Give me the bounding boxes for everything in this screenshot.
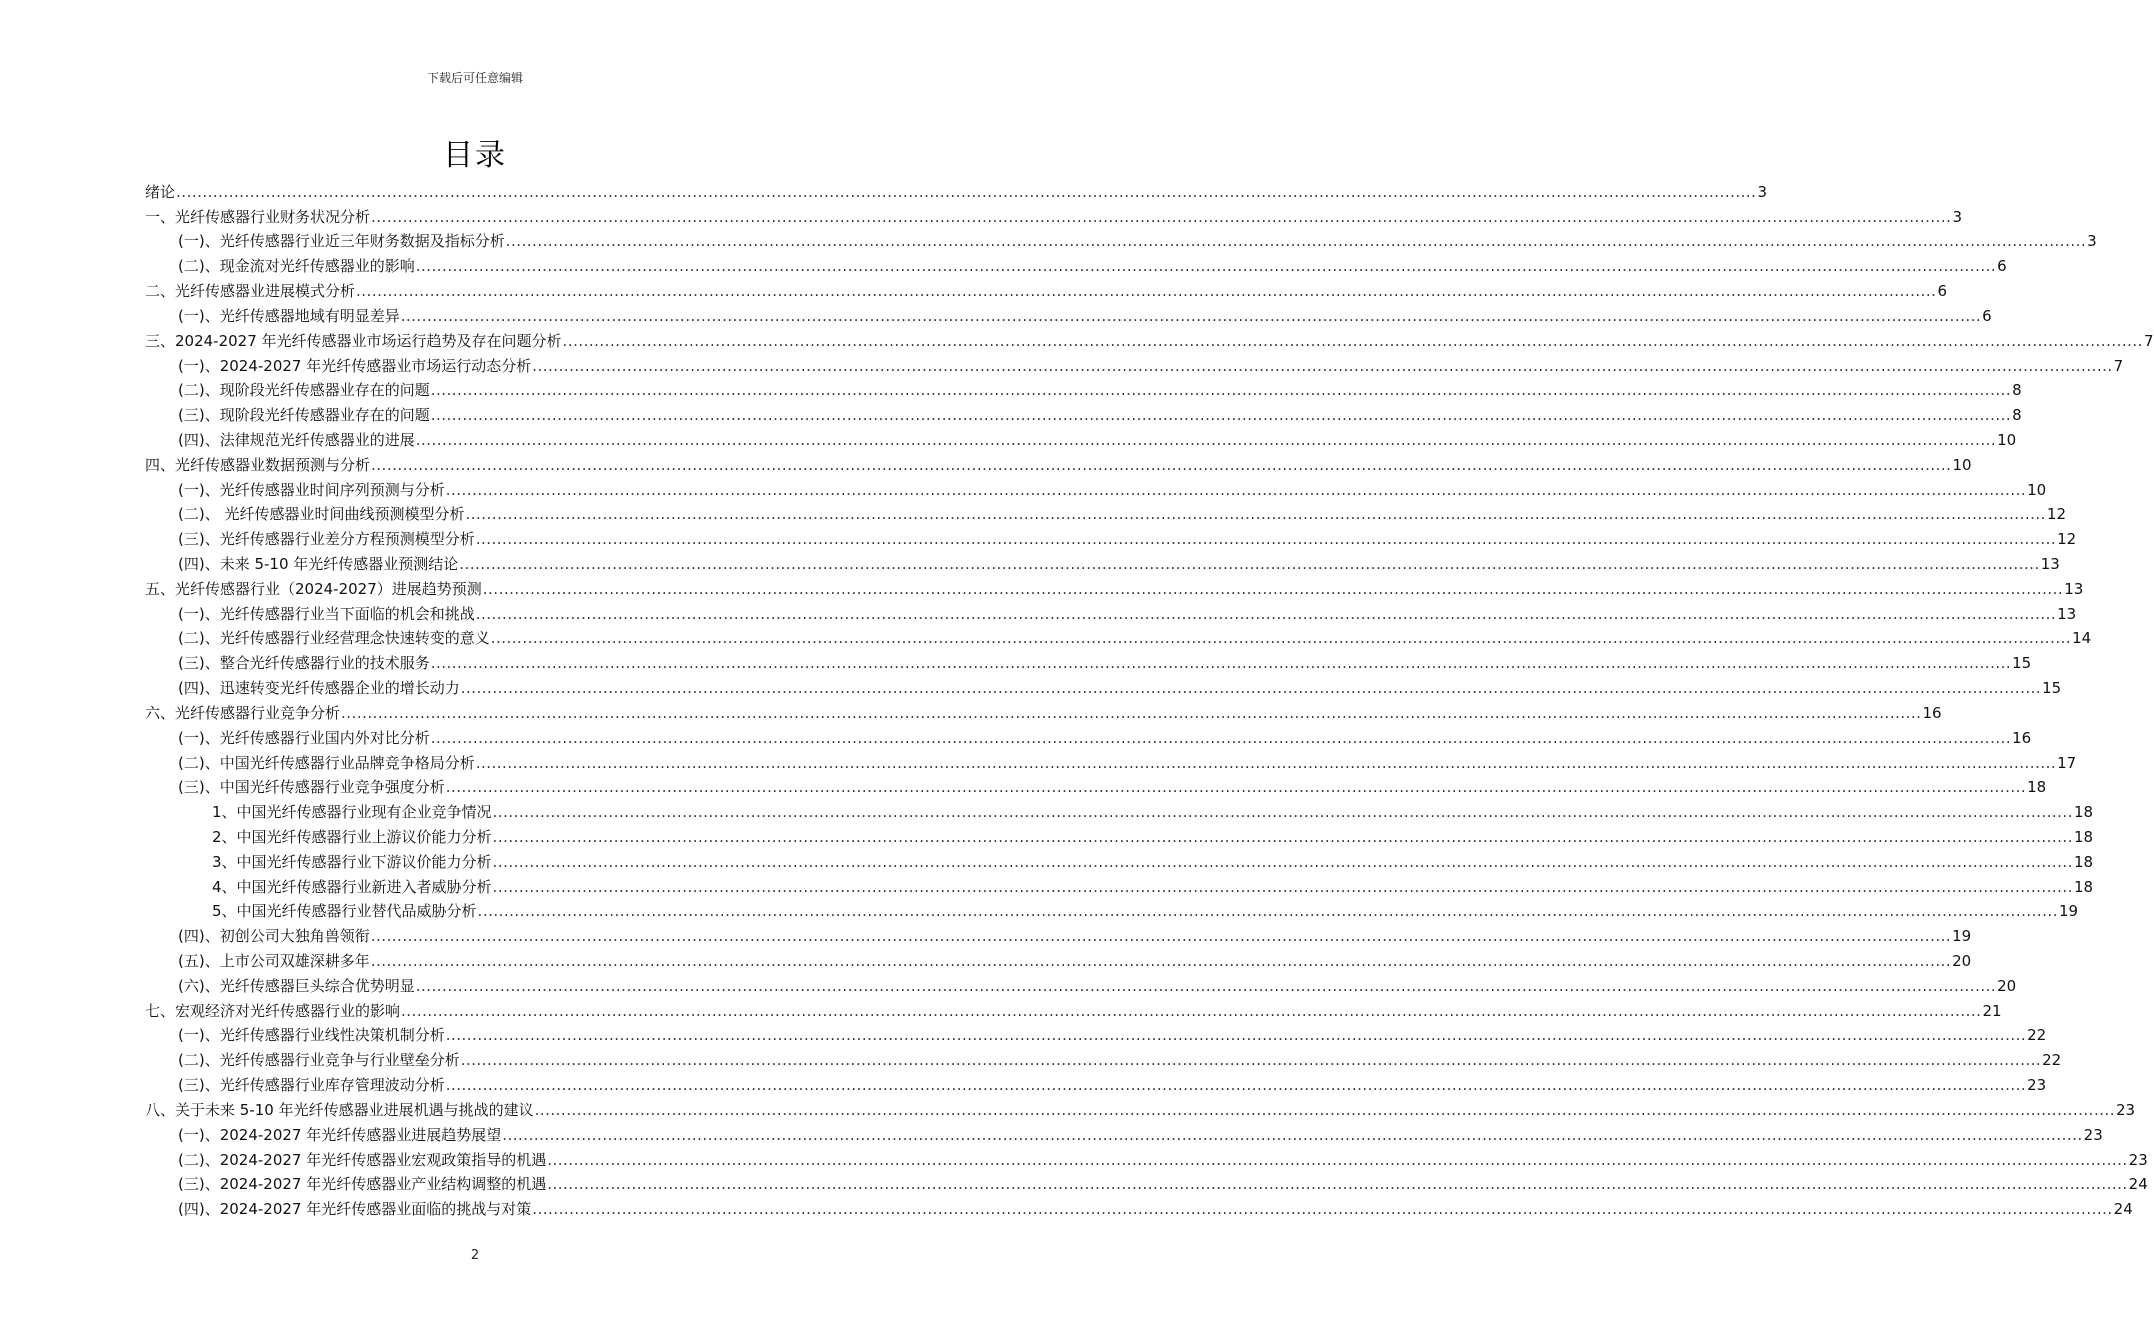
toc-entry-label: (五)、上市公司双雄深耕多年 xyxy=(178,952,370,970)
toc-entry[interactable] xyxy=(145,301,1992,326)
toc-entry-label: 绪论 xyxy=(145,182,176,201)
toc-entry-label: (一)、2024-2027 年光纤传感器业市场运行动态分析 xyxy=(178,356,532,375)
table-of-contents xyxy=(145,177,2154,1219)
toc-dot-leader: ............................................................................................................................................................................................................................................................................................................ xyxy=(502,1125,2083,1144)
toc-entry-page: 12 xyxy=(2046,505,2066,524)
toc-entry[interactable] xyxy=(145,872,2094,897)
toc-entry[interactable] xyxy=(145,624,2092,649)
toc-entry-page: 23 xyxy=(2128,1150,2148,1169)
toc-entry-label: (三)、整合光纤传感器行业的技术服务 xyxy=(178,654,430,673)
toc-entry-page: 16 xyxy=(2012,728,2032,747)
toc-entry[interactable] xyxy=(145,351,2124,376)
toc-dot-leader: ............................................................................................................................................................................................................................................................................................................ xyxy=(415,257,1997,276)
toc-dot-leader: ............................................................................................................................................................................................................................................................................................................ xyxy=(562,331,2143,350)
toc-dot-leader: ............................................................................................................................................................................................................................................................................................................ xyxy=(492,852,2073,871)
toc-entry-page: 8 xyxy=(2012,406,2022,425)
toc-entry[interactable] xyxy=(145,549,2060,574)
toc-dot-leader: ............................................................................................................................................................................................................................................................................................................ xyxy=(465,505,2046,524)
toc-dot-leader: ............................................................................................................................................................................................................................................................................................................ xyxy=(371,455,1952,474)
toc-entry-label: 五、光纤传感器行业（2024-2027）进展趋势预测 xyxy=(145,579,482,598)
toc-entry[interactable] xyxy=(145,450,1972,475)
toc-entry[interactable] xyxy=(145,648,2032,673)
toc-dot-leader: ............................................................................................................................................................................................................................................................................................................ xyxy=(475,753,2057,772)
toc-dot-leader: ............................................................................................................................................................................................................................................................................................................ xyxy=(341,703,1922,722)
toc-entry-page: 21 xyxy=(1982,1001,2002,1020)
toc-entry-page: 12 xyxy=(2057,530,2077,549)
toc-entry-page: 18 xyxy=(2073,852,2094,871)
toc-entry-label: (一)、2024-2027 年光纤传感器业进展趋势展望 xyxy=(178,1125,502,1144)
toc-dot-leader: ............................................................................................................................................................................................................................................................................................................ xyxy=(547,1175,2128,1194)
toc-dot-leader: ............................................................................................................................................................................................................................................................................................................ xyxy=(532,1200,2113,1219)
toc-dot-leader: ............................................................................................................................................................................................................................................................................................................ xyxy=(490,629,2072,648)
toc-entry-label: (四)、初创公司大独角兽领衔 xyxy=(178,927,370,946)
toc-dot-leader: ............................................................................................................................................................................................................................................................................................................ xyxy=(400,306,1982,325)
toc-entry[interactable] xyxy=(145,475,2047,500)
toc-entry-page: 18 xyxy=(2027,778,2047,797)
toc-entry[interactable] xyxy=(145,1145,2148,1170)
toc-entry[interactable] xyxy=(145,1070,2047,1095)
toc-dot-leader: ............................................................................................................................................................................................................................................................................................................ xyxy=(475,604,2057,623)
toc-entry[interactable] xyxy=(145,326,2154,351)
toc-dot-leader: ............................................................................................................................................................................................................................................................................................................ xyxy=(547,1150,2128,1169)
toc-entry[interactable] xyxy=(145,276,1947,301)
toc-dot-leader: ............................................................................................................................................................................................................................................................................................................ xyxy=(505,232,2087,251)
toc-dot-leader: ............................................................................................................................................................................................................................................................................................................ xyxy=(401,1001,1982,1020)
toc-entry-page: 20 xyxy=(1952,952,1972,970)
toc-dot-leader: ............................................................................................................................................................................................................................................................................................................ xyxy=(534,1100,2116,1119)
toc-entry-page: 7 xyxy=(2113,356,2124,375)
toc-dot-leader: ............................................................................................................................................................................................................................................................................................................ xyxy=(492,877,2073,896)
toc-entry-label: 二、光纤传感器业进展模式分析 xyxy=(145,282,356,301)
toc-dot-leader: ............................................................................................................................................................................................................................................................................................................ xyxy=(460,679,2042,698)
toc-dot-leader: ............................................................................................................................................................................................................................................................................................................ xyxy=(475,530,2057,549)
toc-entry[interactable] xyxy=(145,698,1942,723)
toc-entry[interactable] xyxy=(145,921,1972,946)
toc-entry-page: 10 xyxy=(1952,455,1972,474)
toc-entry[interactable] xyxy=(145,376,2022,401)
toc-dot-leader: ............................................................................................................................................................................................................................................................................................................ xyxy=(445,1076,2027,1095)
toc-entry-page: 24 xyxy=(2113,1200,2133,1219)
toc-entry-label: (六)、光纤传感器巨头综合优势明显 xyxy=(178,976,415,995)
toc-entry-label: (三)、光纤传感器行业差分方程预测模型分析 xyxy=(178,530,475,549)
toc-entry-label: 八、关于未来 5-10 年光纤传感器业进展机遇与挑战的建议 xyxy=(145,1100,534,1119)
toc-entry[interactable] xyxy=(145,797,2094,822)
toc-dot-leader: ............................................................................................................................................................................................................................................................................................................ xyxy=(492,803,2073,822)
toc-entry-label: (二)、光纤传感器行业经营理念快速转变的意义 xyxy=(178,629,490,648)
toc-entry-label: (四)、迅速转变光纤传感器企业的增长动力 xyxy=(178,679,460,698)
toc-entry-label: 六、光纤传感器行业竞争分析 xyxy=(145,703,341,722)
toc-entry-label: 5、中国光纤传感器行业替代品威胁分析 xyxy=(212,902,477,921)
toc-entry-page: 13 xyxy=(2057,604,2077,623)
toc-dot-leader: ............................................................................................................................................................................................................................................................................................................ xyxy=(415,976,1997,995)
toc-entry-page: 13 xyxy=(2064,579,2084,598)
toc-entry[interactable] xyxy=(145,773,2047,798)
toc-entry-page: 19 xyxy=(2058,902,2079,921)
toc-entry[interactable] xyxy=(145,177,1767,202)
toc-entry-page: 23 xyxy=(2083,1125,2103,1144)
toc-entry[interactable] xyxy=(145,996,2002,1021)
toc-entry-page: 15 xyxy=(2042,679,2062,698)
toc-entry-page: 18 xyxy=(2073,803,2094,822)
toc-entry-page: 3 xyxy=(2087,232,2097,251)
toc-entry-page: 23 xyxy=(2116,1100,2136,1119)
toc-entry-label: 三、2024-2027 年光纤传感器业市场运行趋势及存在问题分析 xyxy=(145,331,562,350)
toc-entry-page: 13 xyxy=(2040,555,2060,573)
toc-dot-leader: ............................................................................................................................................................................................................................................................................................................ xyxy=(356,282,1937,301)
toc-entry[interactable] xyxy=(145,524,2077,549)
toc-entry-page: 22 xyxy=(2042,1051,2062,1070)
toc-entry[interactable] xyxy=(145,202,1962,227)
toc-entry-label: (一)、光纤传感器行业国内外对比分析 xyxy=(178,728,430,747)
toc-entry-page: 24 xyxy=(2128,1175,2148,1194)
toc-entry-page: 8 xyxy=(2012,381,2022,400)
page-header: 下载后可任意编辑 xyxy=(426,71,523,85)
toc-entry[interactable] xyxy=(145,227,2097,252)
toc-entry-page: 23 xyxy=(2027,1076,2047,1095)
toc-entry-page: 20 xyxy=(1997,976,2017,995)
toc-entry-label: 一、光纤传感器行业财务状况分析 xyxy=(145,207,371,226)
toc-dot-leader: ............................................................................................................................................................................................................................................................................................................ xyxy=(430,406,2012,425)
toc-entry[interactable] xyxy=(145,1170,2148,1195)
toc-entry-label: (二)、中国光纤传感器行业品牌竞争格局分析 xyxy=(178,753,475,772)
toc-entry[interactable] xyxy=(145,946,1972,971)
toc-dot-leader: ............................................................................................................................................................................................................................................................................................................ xyxy=(430,728,2012,747)
toc-dot-leader: ............................................................................................................................................................................................................................................................................................................ xyxy=(415,430,1997,449)
toc-entry-page: 14 xyxy=(2072,629,2092,648)
toc-entry-page: 22 xyxy=(2027,1026,2047,1045)
toc-entry-page: 18 xyxy=(2073,877,2094,896)
toc-entry-label: 3、中国光纤传感器行业下游议价能力分析 xyxy=(212,852,492,871)
toc-entry-label: 2、中国光纤传感器行业上游议价能力分析 xyxy=(212,827,492,846)
toc-entry-label: (一)、光纤传感器地域有明显差异 xyxy=(178,306,400,325)
toc-entry-label: (二)、2024-2027 年光纤传感器业宏观政策指导的机遇 xyxy=(178,1150,547,1169)
toc-entry-label: (四)、2024-2027 年光纤传感器业面临的挑战与对策 xyxy=(178,1200,532,1219)
toc-dot-leader: ............................................................................................................................................................................................................................................................................................................ xyxy=(460,1051,2042,1070)
toc-entry-page: 19 xyxy=(1952,927,1972,946)
page-number: 2 xyxy=(470,1248,480,1263)
toc-entry[interactable] xyxy=(145,1194,2133,1219)
toc-entry[interactable] xyxy=(145,723,2032,748)
toc-dot-leader: ............................................................................................................................................................................................................................................................................................................ xyxy=(430,654,2012,673)
toc-dot-leader: ............................................................................................................................................................................................................................................................................................................ xyxy=(445,1026,2027,1045)
toc-dot-leader: ............................................................................................................................................................................................................................................................................................................ xyxy=(492,827,2073,846)
toc-title: 目录 xyxy=(443,138,507,173)
toc-entry-page: 6 xyxy=(1937,282,1947,301)
toc-entry-label: (二)、现金流对光纤传感器业的影响 xyxy=(178,257,415,276)
toc-entry-page: 10 xyxy=(2027,480,2047,499)
toc-entry-label: 4、中国光纤传感器行业新进入者威胁分析 xyxy=(212,877,492,896)
toc-entry[interactable] xyxy=(145,822,2094,847)
toc-entry-label: (一)、光纤传感器业时间序列预测与分析 xyxy=(178,480,445,499)
toc-entry-label: (三)、2024-2027 年光纤传感器业产业结构调整的机遇 xyxy=(178,1175,547,1194)
toc-entry[interactable] xyxy=(145,425,2017,450)
toc-dot-leader: ............................................................................................................................................................................................................................................................................................................ xyxy=(370,927,1952,946)
toc-entry-page: 3 xyxy=(1757,182,1767,201)
toc-entry-label: (一)、光纤传感器行业近三年财务数据及指标分析 xyxy=(178,232,505,251)
toc-entry[interactable] xyxy=(145,1021,2047,1046)
toc-dot-leader: ............................................................................................................................................................................................................................................................................................................ xyxy=(176,182,1757,201)
toc-entry-label: (二)、光纤传感器行业竞争与行业壁垒分析 xyxy=(178,1051,460,1070)
toc-entry[interactable] xyxy=(145,599,2077,624)
toc-dot-leader: ............................................................................................................................................................................................................................................................................................................ xyxy=(459,555,2040,573)
toc-entry-label: 1、中国光纤传感器行业现有企业竞争情况 xyxy=(212,803,492,822)
toc-entry[interactable] xyxy=(145,1045,2062,1070)
toc-dot-leader: ............................................................................................................................................................................................................................................................................................................ xyxy=(477,902,2058,921)
toc-dot-leader: ............................................................................................................................................................................................................................................................................................................ xyxy=(445,778,2027,797)
toc-entry-label: (四)、法律规范光纤传感器业的进展 xyxy=(178,430,415,449)
toc-entry-label: 四、光纤传感器业数据预测与分析 xyxy=(145,455,371,474)
toc-entry-page: 6 xyxy=(1982,306,1992,325)
toc-entry-label: (三)、光纤传感器行业库存管理波动分析 xyxy=(178,1076,445,1095)
toc-entry[interactable] xyxy=(145,1120,2103,1145)
toc-entry-page: 17 xyxy=(2057,753,2077,772)
toc-entry-label: 七、宏观经济对光纤传感器行业的影响 xyxy=(145,1001,401,1020)
toc-dot-leader: ............................................................................................................................................................................................................................................................................................................ xyxy=(445,480,2027,499)
toc-entry-label: (一)、光纤传感器行业线性决策机制分析 xyxy=(178,1026,445,1045)
toc-entry-page: 3 xyxy=(1952,207,1962,226)
toc-entry-page: 10 xyxy=(1997,430,2017,449)
toc-dot-leader: ............................................................................................................................................................................................................................................................................................................ xyxy=(430,381,2012,400)
toc-entry-page: 15 xyxy=(2012,654,2032,673)
toc-entry[interactable] xyxy=(145,847,2094,872)
toc-entry-label: (二)、 光纤传感器业时间曲线预测模型分析 xyxy=(178,505,465,524)
toc-entry[interactable] xyxy=(145,897,2079,922)
toc-dot-leader: ............................................................................................................................................................................................................................................................................................................ xyxy=(532,356,2113,375)
toc-entry-page: 16 xyxy=(1922,703,1942,722)
toc-entry[interactable] xyxy=(145,500,2066,525)
toc-entry-page: 18 xyxy=(2073,827,2094,846)
toc-dot-leader: ............................................................................................................................................................................................................................................................................................................ xyxy=(482,579,2064,598)
toc-entry[interactable] xyxy=(145,748,2077,773)
toc-entry[interactable] xyxy=(145,251,2007,276)
toc-entry-page: 7 xyxy=(2143,331,2154,350)
toc-entry[interactable] xyxy=(145,400,2022,425)
toc-entry-label: (一)、光纤传感器行业当下面临的机会和挑战 xyxy=(178,604,475,623)
toc-entry[interactable] xyxy=(145,1095,2136,1120)
toc-entry[interactable] xyxy=(145,673,2062,698)
toc-entry-page: 6 xyxy=(1997,257,2007,276)
toc-dot-leader: ............................................................................................................................................................................................................................................................................................................ xyxy=(371,207,1952,226)
toc-entry[interactable] xyxy=(145,574,2084,599)
toc-entry-label: (四)、未来 5-10 年光纤传感器业预测结论 xyxy=(178,555,459,573)
toc-dot-leader: ............................................................................................................................................................................................................................................................................................................ xyxy=(370,952,1952,970)
toc-entry-label: (二)、现阶段光纤传感器业存在的问题 xyxy=(178,381,430,400)
toc-entry-label: (三)、现阶段光纤传感器业存在的问题 xyxy=(178,406,430,425)
toc-entry[interactable] xyxy=(145,971,2017,996)
toc-entry-label: (三)、中国光纤传感器行业竞争强度分析 xyxy=(178,778,445,797)
